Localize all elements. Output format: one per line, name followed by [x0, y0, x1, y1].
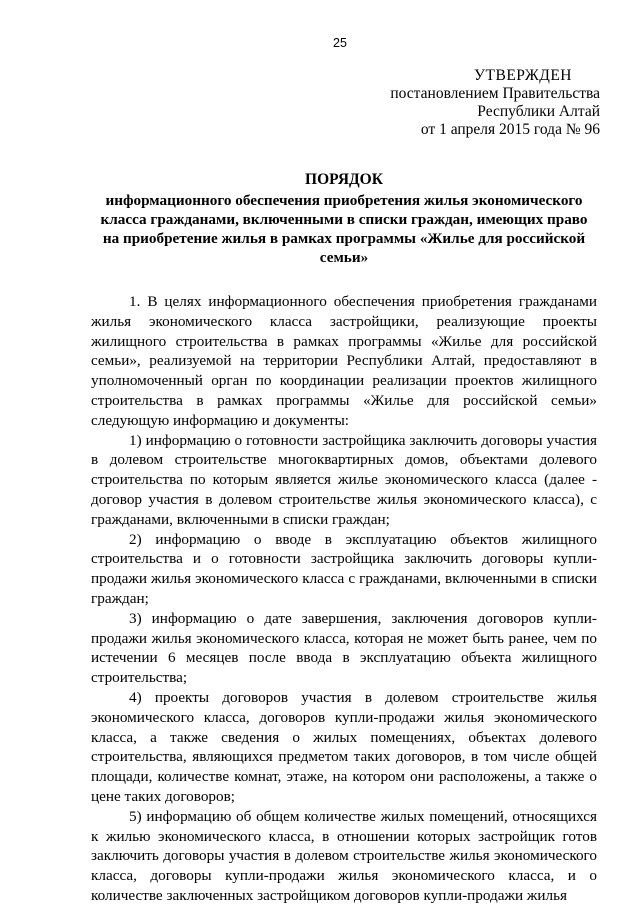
- page-number: 25: [333, 36, 347, 50]
- paragraph-item-5: 5) информацию об общем количестве жилых помещений, относящихся к жилью экономического класса, в отношении которых застройщик готов заключить договоры участия в долевом строительстве жилья экономического класса, договоры купли-продажи жилья экономического класса, и о количестве заключенных застройщиком договоров купли-продажи жилья: [91, 807, 597, 904]
- approval-line-3: от 1 апреля 2015 года № 96: [420, 121, 600, 138]
- approval-line-1: постановлением Правительства: [390, 85, 600, 102]
- document-title: [84, 170, 604, 267]
- paragraph-item-1: 1) информацию о готовности застройщика заключить договоры участия в долевом строительстве многоквартирных домов, объектами долевого строительства по которым является жилье экономического класса (далее - договор участия в долевом строительстве жилья экономического класса), с гражданами, включенными в списки граждан;: [91, 431, 597, 528]
- paragraph-item-2: 2) информацию о вводе в эксплуатацию объектов жилищного строительства и о готовности застройщика заключить договоры купли-продажи жилья экономического класса с гражданами, включенными в списки граждан;: [91, 530, 597, 607]
- title-main: ПОРЯДОК: [305, 171, 383, 188]
- approval-stamp: [300, 67, 600, 139]
- paragraph-intro: 1. В целях информационного обеспечения приобретения гражданами жилья экономического класса застройщики, реализующие проекты жилищного строительства в рамках программы «Жилье для российской семьи», реализуемой на территории Республики Алтай, предоставляют в уполномоченный орган по координации реализации проектов жилищного строительства в рамках программы «Жилье для российской семьи» следующую информацию и документы:: [91, 293, 597, 429]
- approval-heading: УТВЕРЖДЕН: [474, 67, 572, 84]
- paragraph-item-3: 3) информацию о дате завершения, заключения договоров купли-продажи жилья экономического класса, которая не может быть ранее, чем по истечении 6 месяцев после ввода в эксплуатацию объекта жилищного строительства;: [91, 609, 597, 687]
- paragraph-item-4: 4) проекты договоров участия в долевом строительстве жилья экономического класса, договоров купли-продажи жилья экономического класса, а также сведения о жилых помещениях, объектах долевого строительства, являющихся предметом таких договоров, в том числе общей площади, количестве комнат, этаже, на котором они расположены, а также о цене таких договоров;: [91, 688, 597, 805]
- title-line-3: на приобретение жилья в рамках программы «Жилье для российской: [102, 230, 586, 247]
- title-line-2: класса гражданами, включенными в списки граждан, имеющих право: [100, 211, 588, 228]
- document-body: [91, 292, 597, 906]
- title-line-1: информационного обеспечения приобретения жилья экономического: [105, 192, 583, 209]
- approval-line-2: Республики Алтай: [477, 103, 600, 120]
- title-line-4: семьи»: [319, 249, 369, 266]
